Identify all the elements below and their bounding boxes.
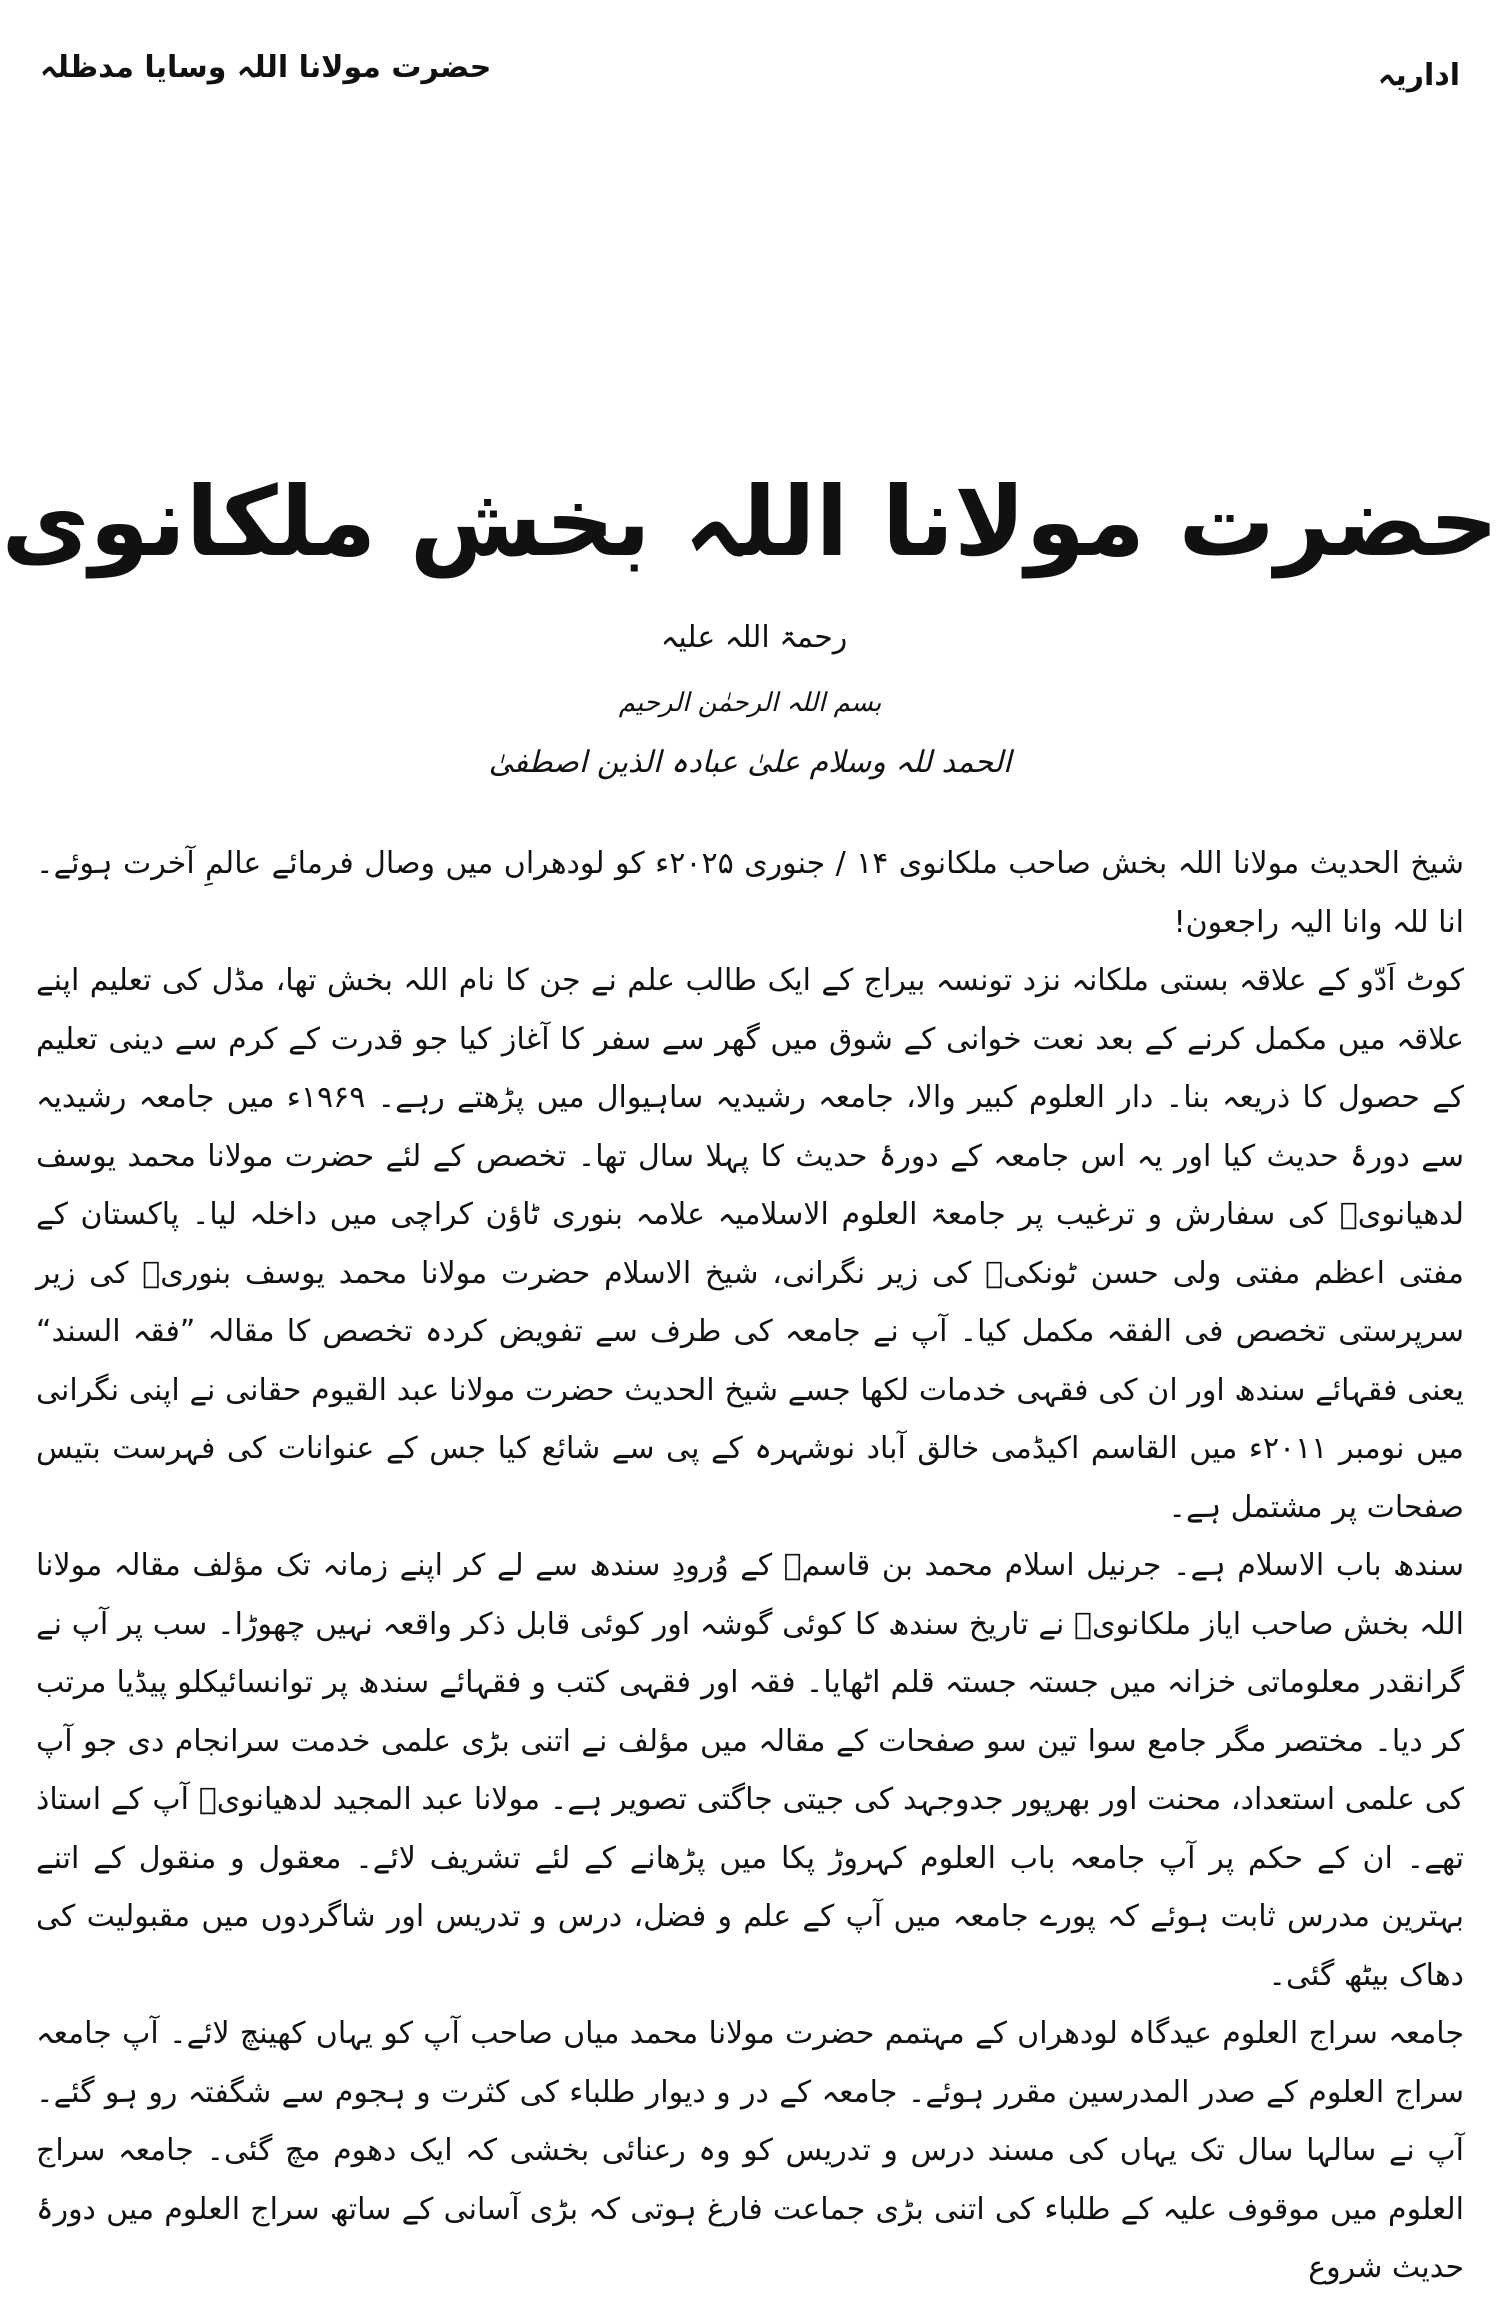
bismillah-line: بسم اللہ الرحمٰن الرحیم [618,688,882,718]
running-header-author: حضرت مولانا اللہ وسایا مدظلہ [40,50,492,85]
hamd-line: الحمد للہ وسلام علیٰ عبادہ الذین اصطفیٰ [488,745,1012,780]
article-body [36,835,1464,2298]
paragraph-2: کوٹ اَدّو کے علاقہ بستی ملکانہ نزد تونسہ بیراج کے ایک طالب علم نے جن کا نام اللہ بخش تھا، مڈل کی تعلیم اپنے علاقہ میں مکمل کرنے کے بعد نعت خوانی کے شوق میں گھر سے سفر کا آغاز کیا جو قدرت کے کرم سے دینی تعلیم کے حصول کا ذریعہ بنا۔ دار العلوم کبیر والا، جامعہ رشیدیہ ساہیوال میں پڑھتے رہے۔ ۱۹۶۹ء میں جامعہ رشیدیہ سے دورۂ حدیث کیا اور یہ اس جامعہ کے دورۂ حدیث کا پہلا سال تھا۔ تخصص کے لئے حضرت مولانا محمد یوسف لدھیانویؒ کی سفارش و ترغیب پر جامعۃ العلوم الاسلامیہ علامہ بنوری ٹاؤن کراچی میں داخلہ لیا۔ پاکستان کے مفتی اعظم مفتی ولی حسن ٹونکیؒ کی زیر نگرانی، شیخ الاسلام حضرت مولانا محمد یوسف بنوریؒ کی زیر سرپرستی تخصص فی الفقہ مکمل کیا۔ آپ نے جامعہ کی طرف سے تفویض کردہ تخصص کا مقالہ ”فقہ السند“ یعنی فقہائے سندھ اور ان کی فقہی خدمات لکھا جسے شیخ الحدیث حضرت مولانا عبد القیوم حقانی نے اپنی نگرانی میں نومبر ۲۰۱۱ء میں القاسم اکیڈمی خالق آباد نوشہرہ کے پی سے شائع کیا جس کے عنوانات کی فہرست بتیس صفحات پر مشتمل ہے۔ [36,963,1464,1525]
article-title [0,460,1500,710]
article-title-block [0,460,1500,710]
paragraph-3: سندھ باب الاسلام ہے۔ جرنیل اسلام محمد بن قاسمؒ کے وُرودِ سندھ سے لے کر اپنے زمانہ تک مؤلف مقالہ مولانا اللہ بخش صاحب ایاز ملکانویؒ نے تاریخ سندھ کا کوئی گوشہ اور کوئی قابل ذکر واقعہ نہیں چھوڑا۔ سب پر آپ نے گرانقدر معلوماتی خزانہ میں جستہ جستہ قلم اٹھایا۔ فقہ اور فقہی کتب و فقہائے سندھ پر توانسائیکلو پیڈیا مرتب کر دیا۔ مختصر مگر جامع سوا تین سو صفحات کے مقالہ میں مؤلف نے اتنی بڑی علمی خدمت سرانجام دی جو آپ کی علمی استعداد، محنت اور بھرپور جدوجہد کی جیتی جاگتی تصویر ہے۔ مولانا عبد المجید لدھیانویؒ آپ کے استاذ تھے۔ ان کے حکم پر آپ جامعہ باب العلوم کہروڑ پکا میں پڑھانے کے لئے تشریف لائے۔ معقول و منقول کے اتنے بہترین مدرس ثابت ہوئے کہ پورے جامعہ میں آپ کے علم و فضل، درس و تدریس اور شاگردوں میں مقبولیت کی دھاک بیٹھ گئی۔ [36,1548,1464,1993]
title-honorific: رحمۃ اللہ علیہ [660,619,848,655]
article-title-text: حضرت مولانا اللہ بخش ملکانوی [1,466,1499,578]
paragraph-4: جامعہ سراج العلوم عیدگاہ لودھراں کے مہتمم حضرت مولانا محمد میاں صاحب آپ کو یہاں کھینچ لائے۔ آپ جامعہ سراج العلوم کے صدر المدرسین مقرر ہوئے۔ جامعہ کے در و دیوار طلباء کی کثرت و ہجوم سے شگفتہ رو ہو گئے۔ آپ نے سالہا سال تک یہاں کی مسند درس و تدریس کو وہ رعنائی بخشی کہ ایک دھوم مچ گئی۔ جامعہ سراج العلوم میں موقوف علیہ کے طلباء کی اتنی بڑی جماعت فارغ ہوتی کہ بڑی آسانی کے ساتھ سراج العلوم میں دورۂ حدیث شروع [36,2016,1464,2285]
running-header-section: اداریہ [1377,58,1460,93]
paragraph-1: شیخ الحدیث مولانا اللہ بخش صاحب ملکانوی ۱۴ / جنوری ۲۰۲۵ء کو لودھراں میں وصال فرمائے عالمِ آخرت ہوئے۔ انا للہ وانا الیہ راجعون! [36,846,1464,940]
